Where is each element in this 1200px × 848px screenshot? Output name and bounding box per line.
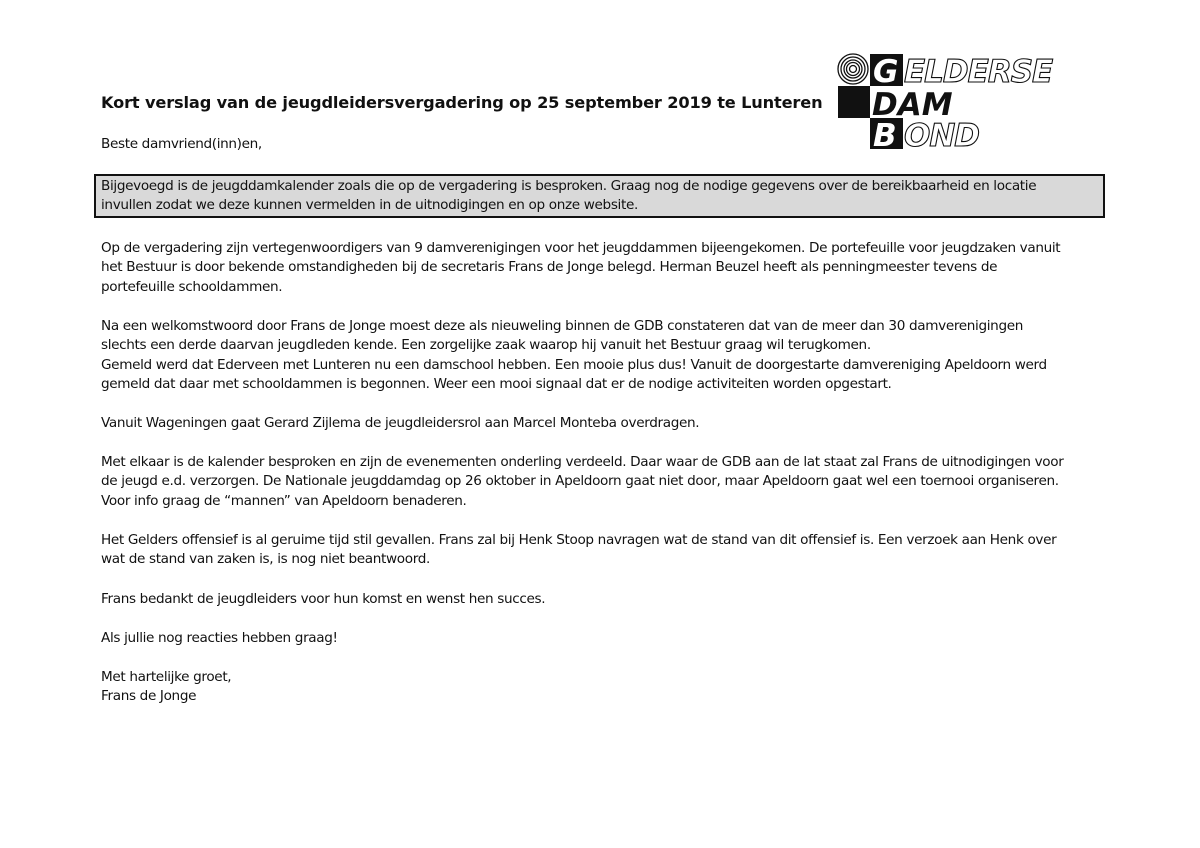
closing-signature	[101, 668, 1111, 707]
document-title: Kort verslag van de jeugdleidersvergadering op 25 september 2019 te Lunteren	[101, 93, 823, 112]
paragraph-line: slechts een derde daarvan jeugdleden kende. Een zorgelijke zaak waarop hij vanuit het Bestuur graag wil terugkomen.	[101, 337, 871, 354]
notice-line: invullen zodat we deze kunnen vermelden in de uitnodigingen en op onze website.	[101, 197, 638, 214]
svg-text:ELDERSE: ELDERSE	[904, 54, 1053, 90]
paragraph-line: Na een welkomstwoord door Frans de Jonge moest deze als nieuweling binnen de GDB constateren dat van de meer dan 30 damverenigingen	[101, 318, 1024, 334]
paragraph-line: de jeugd e.d. verzorgen. De Nationale jeugddamdag op 26 oktober in Apeldoorn gaat niet door, maar Apeldoorn gaat wel een toernooi organiseren.	[101, 473, 1059, 490]
paragraph-thanks	[101, 590, 1111, 609]
svg-text:G: G	[873, 54, 899, 90]
gelderse-dam-bond-logo	[836, 52, 1086, 150]
svg-text:DAM: DAM	[872, 87, 953, 123]
paragraph-calendar	[101, 453, 1111, 511]
paragraph-line: portefeuille schooldammen.	[101, 278, 283, 295]
closing-line: Met hartelijke groet,	[101, 669, 232, 685]
paragraph-line: het Bestuur is door bekende omstandigheden bij de secretaris Frans de Jonge belegd. Herman Beuzel heeft als penningmeester tevens de	[101, 259, 998, 276]
svg-text:B: B	[873, 118, 897, 150]
paragraph-line: Frans bedankt de jeugdleiders voor hun komst en wenst hen succes.	[101, 591, 546, 607]
notice-line: Bijgevoegd is de jeugddamkalender zoals die op de vergadering is besproken. Graag nog de nodige gegevens over de bereikbaarheid en locatie	[101, 178, 1037, 194]
paragraph-line: Gemeld werd dat Ederveen met Lunteren nu een damschool hebben. Een mooie plus dus! Vanuit de doorgestarte damvereniging Apeldoorn werd	[101, 356, 1047, 373]
paragraph-line: Met elkaar is de kalender besproken en zijn de evenementen onderling verdeeld. Daar waar de GDB aan de lat staat zal Frans de uitnodigingen voor	[101, 454, 1064, 470]
paragraph-offensief	[101, 531, 1111, 570]
salutation: Beste damvriend(inn)en,	[101, 136, 262, 152]
paragraph-attendance	[101, 239, 1111, 297]
svg-text:OND: OND	[904, 118, 980, 150]
paragraph-welcome	[101, 317, 1111, 395]
paragraph-line: Het Gelders offensief is al geruime tijd stil gevallen. Frans zal bij Henk Stoop navragen wat de stand van dit offensief is. Een verzoek aan Henk over	[101, 532, 1057, 548]
paragraph-wageningen	[101, 414, 1111, 433]
signature-name: Frans de Jonge	[101, 688, 197, 705]
notice-text	[101, 177, 1101, 216]
paragraph-line: Op de vergadering zijn vertegenwoordigers van 9 damverenigingen voor het jeugddammen bijeengekomen. De portefeuille voor jeugdzaken vanuit	[101, 240, 1061, 256]
paragraph-line: wat de stand van zaken is, is nog niet beantwoord.	[101, 551, 430, 568]
paragraph-reactions	[101, 629, 1111, 648]
target-rings-icon	[838, 54, 868, 84]
paragraph-line: Als jullie nog reacties hebben graag!	[101, 630, 338, 646]
notice-box	[94, 174, 1105, 218]
paragraph-line: gemeld dat daar met schooldammen is begonnen. Weer een mooi signaal dat er de nodige activiteiten worden opgestart.	[101, 376, 892, 393]
paragraph-line: Voor info graag de “mannen” van Apeldoorn benaderen.	[101, 492, 467, 509]
paragraph-line: Vanuit Wageningen gaat Gerard Zijlema de jeugdleidersrol aan Marcel Monteba overdragen.	[101, 415, 700, 431]
